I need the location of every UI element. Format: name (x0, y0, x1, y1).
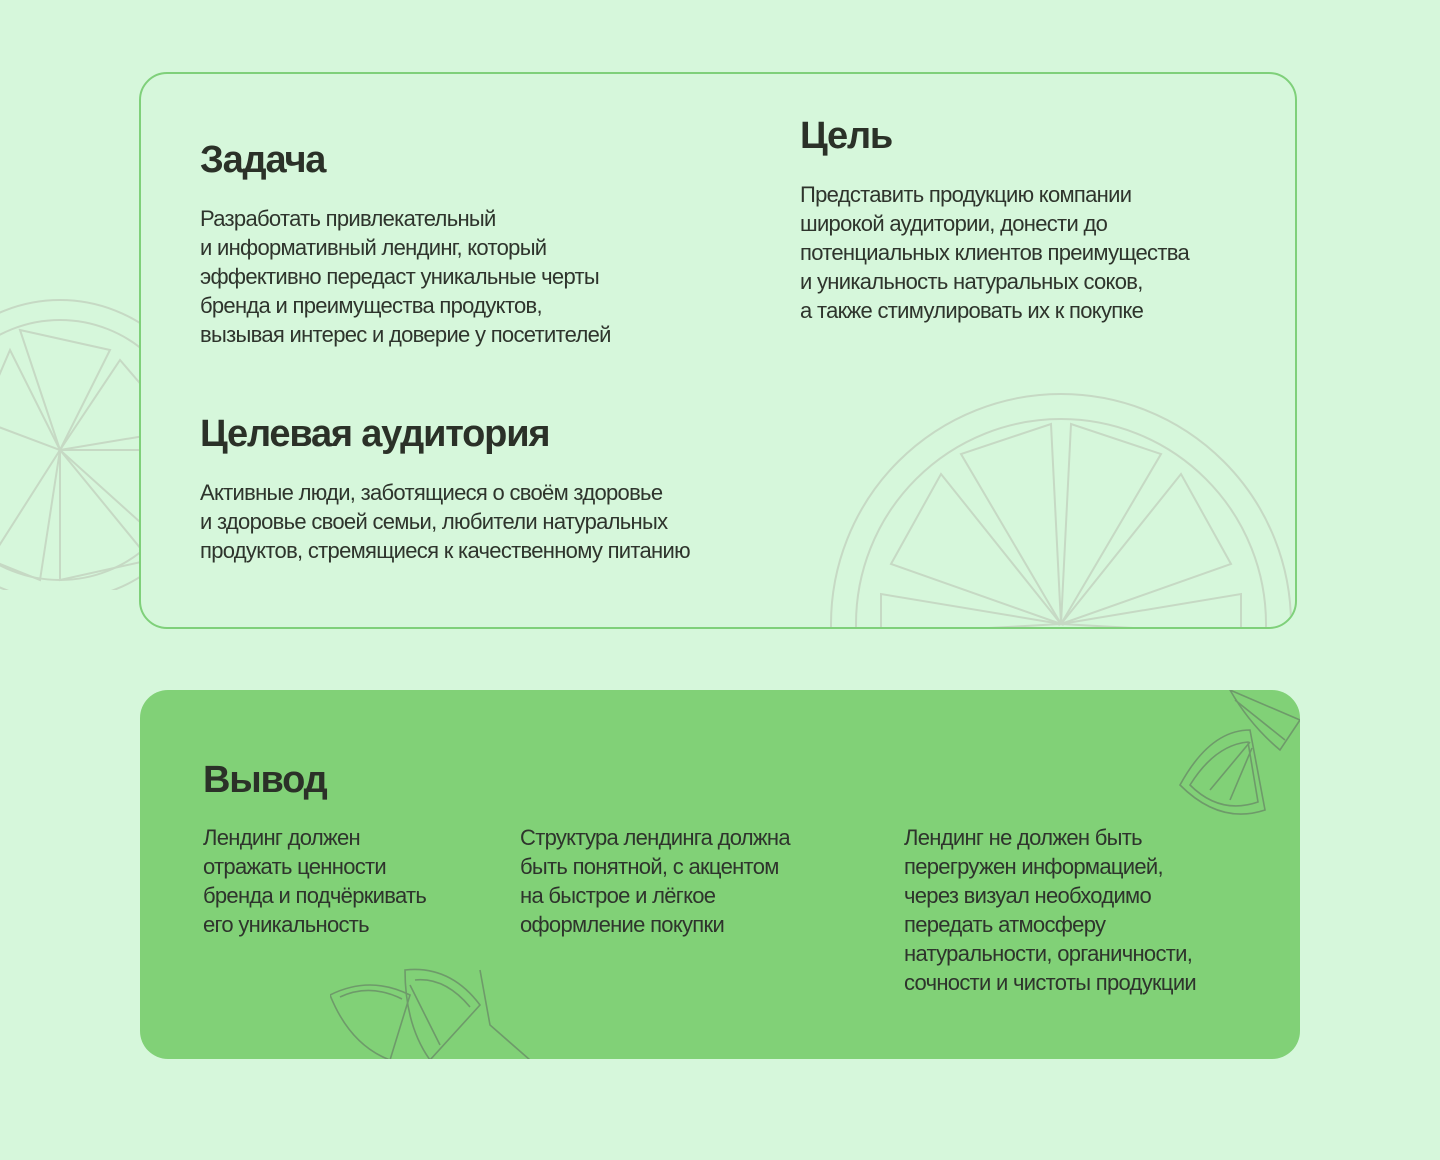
goal-section (800, 116, 1189, 325)
goal-text: Представить продукцию компании широкой аудитории, донести до потенциальных клиентов преимущества и уникальность натуральных соков, а также стимулировать их к покупке (800, 181, 1190, 323)
citrus-wedge-sketch-top-right (1170, 690, 1300, 830)
citrus-slice-sketch-right (821, 364, 1297, 629)
conclusion-col-3: Лендинг не должен быть перегружен информацией, через визуал необходимо передать атмосферу натуральности, органичности, сочности и чистоты продукции (904, 825, 1196, 995)
task-section (200, 140, 611, 349)
audience-title: Целевая аудитория (200, 413, 550, 455)
task-title: Задача (200, 139, 326, 181)
citrus-wedge-sketch-bottom (330, 965, 550, 1059)
conclusion-col-1: Лендинг должен отражать ценности бренда и подчёркивать его уникальность (203, 825, 427, 937)
conclusion-section (203, 760, 327, 802)
task-text: Разработать привлекательный и информативный лендинг, который эффективно передаст уникальные черты бренда и преимущества продуктов, вызывая интерес и доверие у посетителей (200, 205, 611, 347)
audience-text: Активные люди, заботящиеся о своём здоровье и здоровье своей семьи, любители натуральных продуктов, стремящиеся к качественному питанию (200, 479, 690, 563)
conclusion-title: Вывод (203, 759, 327, 801)
conclusion-card (140, 690, 1300, 1059)
task-goal-card (139, 72, 1297, 629)
conclusion-col-2: Структура лендинга должна быть понятной, с акцентом на быстрое и лёгкое оформление покупки (520, 825, 790, 937)
audience-section (200, 414, 690, 565)
goal-title: Цель (800, 115, 893, 157)
